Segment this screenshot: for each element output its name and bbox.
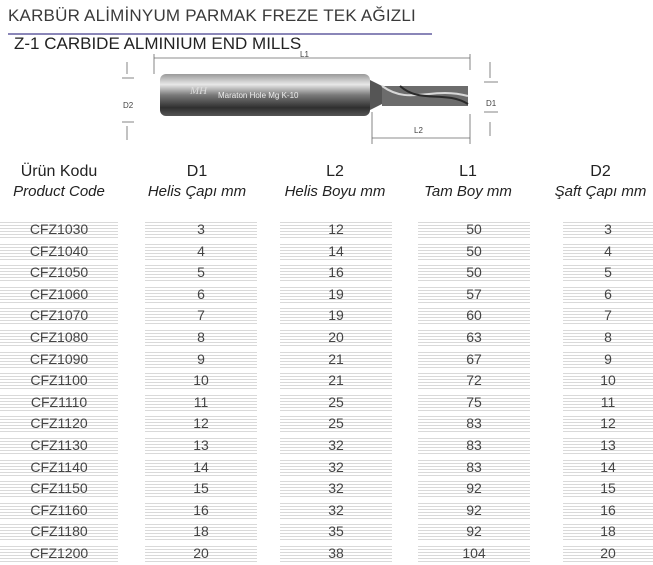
cell-d2: 12: [600, 415, 616, 432]
cell-product-code: CFZ1040: [29, 242, 89, 259]
header-product-code: Ürün Kodu Product Code: [13, 163, 105, 200]
table-row: [0, 435, 653, 457]
d1-label: D1: [486, 99, 497, 108]
cell-d2: 15: [600, 480, 616, 497]
cell-l1: 50: [466, 264, 482, 281]
cell-d1: 16: [193, 501, 209, 518]
cell-d1: 10: [193, 372, 209, 389]
cell-l1: 83: [466, 458, 482, 475]
cell-l1: 83: [466, 415, 482, 432]
cell-l2: 20: [328, 328, 344, 345]
d2-label: D2: [123, 101, 134, 110]
product-table: [0, 219, 653, 565]
cell-d2: 10: [600, 372, 616, 389]
cell-l2: 25: [328, 415, 344, 432]
cell-l2: 32: [328, 436, 344, 453]
cell-l2: 38: [328, 544, 344, 561]
cell-l2: 25: [328, 393, 344, 410]
cell-product-code: CFZ1200: [29, 544, 89, 561]
cell-l1: 50: [466, 242, 482, 259]
header-d1: D1 Helis Çapı mm: [147, 163, 247, 200]
table-row: [0, 457, 653, 479]
cell-d2: 3: [604, 221, 612, 237]
cell-d2: 14: [600, 458, 616, 475]
cell-l2: 19: [328, 285, 344, 302]
end-mill-drawing: [110, 48, 530, 148]
table-row: [0, 521, 653, 543]
cell-d2: 5: [604, 264, 612, 281]
cell-d2: 11: [600, 393, 616, 410]
tool-logo: MH: [190, 85, 208, 97]
table-row: [0, 392, 653, 414]
cell-d2: 13: [600, 436, 616, 453]
cell-product-code: CFZ1120: [30, 415, 88, 432]
table-row: [0, 370, 653, 392]
cell-l1: 57: [466, 285, 482, 302]
cell-product-code: CFZ1180: [30, 523, 88, 540]
cell-product-code: CFZ1090: [29, 350, 89, 367]
cell-product-code: CFZ1030: [29, 221, 89, 237]
cell-product-code: CFZ1070: [29, 307, 89, 324]
cell-l1: 75: [466, 393, 482, 410]
cell-l2: 35: [328, 523, 344, 540]
cell-d1: 7: [197, 307, 205, 324]
cell-d1: 4: [197, 242, 205, 259]
cell-d2: 9: [604, 350, 612, 367]
cell-l2: 19: [328, 307, 344, 324]
cell-product-code: CFZ1130: [30, 436, 88, 453]
cell-product-code: CFZ1140: [30, 458, 88, 475]
tool-neck: [370, 80, 382, 110]
cell-l2: 32: [328, 501, 344, 518]
cell-l2: 14: [328, 242, 344, 259]
cell-d1: 11: [193, 393, 209, 410]
cell-d2: 16: [600, 501, 616, 518]
page-title-turkish: KARBÜR ALİMİNYUM PARMAK FREZE TEK AĞIZLI: [8, 6, 416, 25]
cell-l1: 92: [466, 501, 482, 518]
cell-d2: 7: [604, 307, 612, 324]
cell-l2: 32: [328, 480, 344, 497]
cell-d2: 6: [604, 285, 612, 302]
cell-l2: 32: [328, 458, 344, 475]
cell-d2: 4: [604, 242, 612, 259]
cell-l2: 21: [328, 372, 344, 389]
table-row: [0, 543, 653, 565]
cell-product-code: CFZ1110: [30, 393, 88, 410]
table-row: [0, 284, 653, 306]
cell-d1: 14: [193, 458, 209, 475]
table-row: [0, 219, 653, 241]
cell-d1: 5: [197, 264, 205, 281]
table-row: [0, 413, 653, 435]
cell-l1: 92: [466, 523, 482, 540]
cell-product-code: CFZ1080: [29, 328, 89, 345]
l2-label: L2: [414, 126, 423, 135]
cell-l1: 50: [466, 221, 482, 237]
cell-d2: 8: [604, 328, 612, 345]
tool-engraving: Maraton Hole Mg K-10: [218, 91, 299, 100]
cell-l1: 92: [466, 480, 482, 497]
table-row: [0, 327, 653, 349]
cell-d2: 20: [600, 544, 616, 561]
cell-d1: 15: [193, 480, 209, 497]
cell-d1: 9: [197, 350, 205, 367]
cell-l1: 104: [462, 544, 486, 561]
table-row: [0, 478, 653, 500]
cell-l1: 72: [466, 372, 482, 389]
l1-label: L1: [300, 50, 309, 59]
cell-d1: 13: [193, 436, 209, 453]
cell-product-code: CFZ1160: [30, 501, 88, 518]
cell-l2: 12: [328, 221, 344, 237]
table-row: [0, 305, 653, 327]
cell-d1: 6: [197, 285, 205, 302]
cell-product-code: CFZ1050: [29, 264, 89, 281]
cell-l1: 60: [466, 307, 482, 324]
cell-d1: 8: [197, 328, 205, 345]
header-d2: D2 Şaft Çapı mm: [554, 163, 647, 200]
cell-l1: 83: [466, 436, 482, 453]
page-title-english: Z-1 CARBIDE ALMINIUM END MILLS: [14, 34, 302, 53]
cell-product-code: CFZ1150: [30, 480, 88, 497]
cell-l1: 63: [466, 328, 482, 345]
header-l1: L1 Tam Boy mm: [424, 163, 512, 200]
cell-d1: 20: [193, 544, 209, 561]
table-row: [0, 241, 653, 263]
cell-d2: 18: [600, 523, 616, 540]
cell-product-code: CFZ1060: [29, 285, 89, 302]
cell-d1: 18: [193, 523, 209, 540]
header-l2: L2 Helis Boyu mm: [284, 163, 386, 200]
cell-product-code: CFZ1100: [30, 372, 88, 389]
cell-l2: 21: [328, 350, 344, 367]
table-row: [0, 262, 653, 284]
cell-d1: 3: [197, 221, 205, 237]
cell-l2: 16: [328, 264, 344, 281]
table-row: [0, 349, 653, 371]
cell-l1: 67: [466, 350, 482, 367]
table-row: [0, 500, 653, 522]
cell-d1: 12: [193, 415, 209, 432]
